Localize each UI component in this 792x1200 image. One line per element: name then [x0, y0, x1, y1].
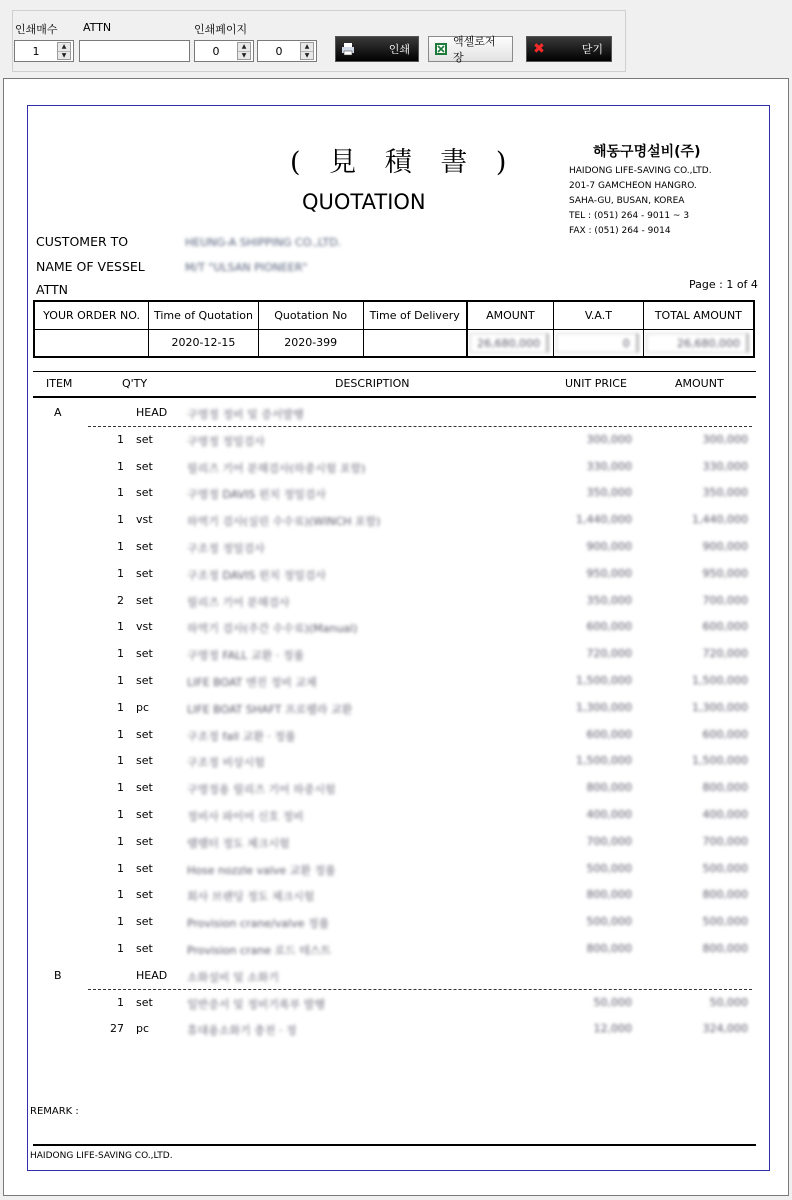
page-to-stepper[interactable]: [257, 40, 317, 62]
row-unit-price: 950,000: [586, 566, 632, 580]
row-unit-price: 900,000: [586, 540, 632, 553]
vessel-value: M/T "ULSAN PIONEER": [185, 261, 308, 274]
row-description: 구조정 비상시험: [187, 756, 265, 770]
row-qty: 1: [117, 834, 124, 848]
row-unit-price: 600,000: [586, 727, 632, 741]
row-amount: 700,000: [702, 834, 748, 848]
company-line: SAHA-GU, BUSAN, KOREA: [569, 196, 685, 206]
row-amount: 350,000: [702, 486, 748, 500]
row-amount: 600,000: [702, 727, 748, 741]
row-amount: 1,440,000: [692, 513, 748, 527]
page-to-arrows[interactable]: [300, 42, 314, 60]
remark-label: REMARK :: [30, 1106, 79, 1117]
row-qty: 1: [117, 727, 124, 741]
col-description: DESCRIPTION: [335, 377, 410, 390]
row-amount: 1,300,000: [692, 700, 748, 714]
vessel-label: NAME OF VESSEL: [36, 259, 145, 274]
close-icon: ✖: [533, 41, 545, 57]
page-from-arrows[interactable]: [237, 42, 251, 60]
spin-down-icon[interactable]: ▼: [61, 52, 67, 59]
row-description: 구명정 FALL 교환 · 정률: [187, 649, 304, 663]
save-excel-button[interactable]: [428, 36, 513, 62]
header-order-no: YOUR ORDER NO.: [34, 301, 149, 329]
row-amount: 800,000: [702, 942, 748, 955]
row-description: 구조정 fall 교환 · 정률: [187, 729, 296, 743]
company-name: 해동구명설비(주): [593, 144, 701, 160]
header-total-amount: TOTAL AMOUNT: [643, 301, 754, 329]
customer-value: HEUNG-A SHIPPING CO.,LTD.: [185, 236, 342, 249]
spin-up-icon[interactable]: ▲: [58, 43, 70, 52]
row-unit-price: 1,500,000: [576, 674, 632, 687]
row-unit: set: [136, 995, 153, 1009]
row-unit-price: 350,000: [586, 593, 632, 607]
row-qty: 1: [117, 942, 124, 955]
row-amount: 1,500,000: [692, 754, 748, 768]
page-to-value: 0: [275, 44, 283, 58]
row-description: 회사 브랜딩 정도 체크시험: [187, 890, 315, 904]
value-quotation-no: 2020-399: [258, 329, 363, 357]
row-unit-price: 12,000: [593, 1022, 632, 1036]
header-time-of-delivery: Time of Delivery: [363, 301, 467, 329]
row-unit: set: [136, 540, 153, 553]
row-description: Hose nozzle valve 교환 정률: [187, 863, 336, 877]
close-button[interactable]: [526, 36, 612, 62]
customer-label: CUSTOMER TO: [36, 234, 129, 249]
row-description: LIFE BOAT 엔진 정비 교체: [187, 676, 317, 689]
row-description: 릴리즈 기어 분해검사: [187, 595, 290, 609]
row-unit-price: 400,000: [586, 808, 632, 821]
row-qty: 1: [117, 888, 124, 902]
row-unit-price: 350,000: [586, 486, 632, 500]
page-info: Page : 1 of 4: [689, 278, 758, 291]
row-unit: set: [136, 486, 153, 500]
row-unit-price: 800,000: [586, 781, 632, 795]
row-qty: 1: [117, 513, 124, 527]
row-unit: pc: [136, 700, 150, 714]
col-qty: Q'TY: [122, 377, 148, 390]
row-qty: 1: [117, 674, 124, 687]
row-unit: vst: [136, 513, 153, 527]
group-head-label: HEAD: [136, 968, 168, 982]
report-viewer[interactable]: [3, 78, 789, 1196]
spin-up-icon[interactable]: ▲: [301, 43, 313, 52]
row-qty: 1: [117, 808, 124, 821]
row-qty: 1: [117, 459, 124, 473]
row-unit: set: [136, 888, 153, 902]
row-unit-price: 1,300,000: [576, 700, 632, 714]
group-divider: [88, 426, 752, 427]
row-qty: 2: [117, 593, 124, 607]
row-amount: 500,000: [702, 861, 748, 875]
header-vat: V.A.T: [554, 301, 644, 329]
row-unit: set: [136, 861, 153, 875]
row-description: 램램터 정도 체크시험: [187, 836, 290, 850]
row-description: 구조정 정밀검사: [187, 542, 265, 555]
row-unit: set: [136, 593, 153, 607]
row-qty: 1: [117, 995, 124, 1009]
row-amount: 720,000: [702, 647, 748, 661]
spin-down-icon[interactable]: ▼: [241, 52, 247, 59]
row-description: 구조정 DAVIS 윈치 정밀검사: [187, 568, 326, 582]
row-amount: 800,000: [702, 888, 748, 902]
company-line: FAX : (051) 264 - 9014: [569, 226, 671, 236]
row-unit-price: 500,000: [586, 861, 632, 875]
row-unit-price: 50,000: [593, 995, 632, 1009]
row-unit: set: [136, 942, 153, 955]
row-unit-price: 1,500,000: [576, 754, 632, 768]
quotation-page: [27, 105, 770, 1171]
row-amount: 50,000: [709, 995, 748, 1009]
row-unit-price: 500,000: [586, 915, 632, 929]
row-unit: set: [136, 781, 153, 795]
copies-label: 인쇄매수: [15, 23, 58, 36]
row-unit: set: [136, 647, 153, 661]
row-description: 하역기 검사(주간 수수료)(Manual): [187, 622, 358, 636]
col-unit-price: UNIT PRICE: [565, 377, 627, 390]
attn-input[interactable]: [79, 40, 190, 62]
row-description: 구명정용 릴리즈 기어 하중시험: [187, 783, 336, 797]
group-item-code: B: [54, 968, 62, 982]
row-unit-price: 330,000: [586, 459, 632, 473]
group-description: 소화설비 및 소화기: [187, 970, 280, 984]
copies-stepper-arrows[interactable]: [57, 42, 71, 60]
page-from-stepper[interactable]: [194, 40, 254, 62]
attn-label: ATTN: [83, 21, 112, 34]
row-description: 구명정 정밀검사: [187, 434, 265, 448]
company-line: 201-7 GAMCHEON HANGRO.: [569, 181, 697, 191]
title-quotation: QUOTATION: [302, 190, 426, 214]
row-description: 일반증서 및 정비기록부 발행: [187, 997, 326, 1011]
row-unit: set: [136, 432, 153, 446]
row-unit-price: 700,000: [586, 834, 632, 848]
row-qty: 1: [117, 432, 124, 446]
row-unit-price: 800,000: [586, 888, 632, 902]
footer-rule: [33, 1144, 756, 1146]
row-amount: 800,000: [702, 781, 748, 795]
company-line: TEL : (051) 264 - 9011 ~ 3: [569, 211, 690, 221]
row-amount: 700,000: [702, 593, 748, 607]
printer-icon: [340, 41, 356, 57]
group-divider: [88, 989, 752, 990]
row-amount: 500,000: [702, 915, 748, 929]
group-head-label: HEAD: [136, 406, 168, 419]
row-unit-price: 600,000: [586, 620, 632, 634]
row-qty: 1: [117, 861, 124, 875]
value-amount: 26,680,000: [470, 333, 549, 354]
row-amount: 400,000: [702, 808, 748, 821]
row-unit-price: 1,440,000: [576, 513, 632, 527]
row-description: Provision crane/valve 정률: [187, 917, 330, 931]
row-qty: 1: [117, 566, 124, 580]
row-amount: 900,000: [702, 540, 748, 553]
row-unit-price: 800,000: [586, 942, 632, 955]
row-unit: set: [136, 566, 153, 580]
footer-company: HAIDONG LIFE-SAVING CO.,LTD.: [30, 1151, 173, 1161]
row-qty: 1: [117, 754, 124, 768]
line-items: [28, 106, 771, 1166]
row-qty: 1: [117, 486, 124, 500]
header-time-of-quotation: Time of Quotation: [149, 301, 259, 329]
value-time-of-quotation: 2020-12-15: [149, 329, 259, 357]
row-unit: set: [136, 915, 153, 929]
row-description: 구명정 DAVIS 윈치 정밀검사: [187, 488, 326, 502]
row-unit: pc: [136, 1022, 150, 1036]
row-description: LIFE BOAT SHAFT 프로펠라 교환: [187, 702, 353, 716]
row-description: 정비사 파이어 신호 정비: [187, 810, 304, 823]
row-amount: 330,000: [702, 459, 748, 473]
row-unit: set: [136, 808, 153, 821]
spin-up-icon[interactable]: ▲: [238, 43, 250, 52]
row-qty: 1: [117, 540, 124, 553]
row-unit: set: [136, 754, 153, 768]
row-qty: 1: [117, 781, 124, 795]
group-description: 구명정 정비 및 증서발행: [187, 408, 304, 421]
group-item-code: A: [54, 406, 62, 419]
row-qty: 1: [117, 620, 124, 634]
value-vat: 0: [556, 333, 639, 354]
row-qty: 27: [110, 1022, 124, 1036]
header-amount: AMOUNT: [467, 301, 554, 329]
value-total-amount: 26,680,000: [646, 333, 749, 354]
row-amount: 1,500,000: [692, 674, 748, 687]
print-toolbar: [12, 10, 626, 72]
row-amount: 950,000: [702, 566, 748, 580]
print-button-label: 인쇄: [388, 43, 410, 56]
row-description: 휴대용소화기 충전 · 정: [187, 1024, 297, 1038]
row-description: Provision crane 로드 테스트: [187, 944, 332, 957]
row-qty: 1: [117, 915, 124, 929]
row-unit-price: 720,000: [586, 647, 632, 661]
row-qty: 1: [117, 647, 124, 661]
close-button-label: 닫기: [581, 43, 603, 56]
col-item: ITEM: [46, 377, 73, 390]
row-unit: set: [136, 674, 153, 687]
header-quotation-no: Quotation No: [258, 301, 363, 329]
row-unit: vst: [136, 620, 153, 634]
row-amount: 324,000: [702, 1022, 748, 1036]
row-unit: set: [136, 834, 153, 848]
spin-down-icon[interactable]: ▼: [304, 52, 310, 59]
row-description: 릴리즈 기어 분해검사(하중시험 포함): [187, 461, 366, 475]
copies-stepper[interactable]: [14, 40, 74, 62]
row-unit: set: [136, 727, 153, 741]
save-excel-label: 액셀로저장: [453, 35, 496, 64]
row-unit-price: 300,000: [586, 432, 632, 446]
title-hanja: ( 見 積 書 ): [290, 147, 517, 178]
row-qty: 1: [117, 700, 124, 714]
attn-field-label: ATTN: [36, 282, 68, 297]
excel-icon: [433, 41, 449, 57]
row-amount: 300,000: [702, 432, 748, 446]
copies-value: 1: [32, 44, 40, 58]
print-pages-label: 인쇄페이지: [194, 23, 248, 36]
row-amount: 600,000: [702, 620, 748, 634]
company-line: HAIDONG LIFE-SAVING CO.,LTD.: [569, 166, 712, 176]
print-button[interactable]: [335, 36, 419, 62]
col-amount: AMOUNT: [675, 377, 724, 390]
row-description: 하역기 검사(실린 수수료)(WINCH 포함): [187, 515, 381, 529]
row-unit: set: [136, 459, 153, 473]
page-from-value: 0: [212, 44, 220, 58]
